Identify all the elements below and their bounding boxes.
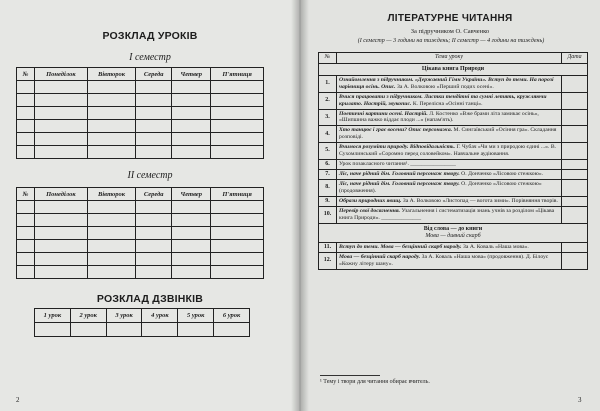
table-row	[17, 227, 264, 240]
lesson-date-cell[interactable]	[562, 169, 588, 179]
table-row	[17, 253, 264, 266]
table-row	[17, 81, 264, 94]
lesson-date-cell[interactable]	[562, 92, 588, 109]
col-number: №	[319, 53, 337, 64]
lesson-topic-bold: Мова — безцінний скарб народу.	[339, 254, 421, 261]
lesson-topic	[337, 253, 562, 270]
bell-lesson-5: 5 урок	[178, 309, 214, 323]
lesson-topic	[337, 76, 562, 93]
lesson-topic-text: Г. Чубач «Чи ми з природою єдині ...». В. Сухомлинський «Соромно перед соловейком». Навчальне аудіювання.	[339, 143, 557, 157]
lesson-topic-text: За А. Волковою «Перший подих осені».	[395, 84, 494, 91]
lesson-topic-text: Узагальнення і систематизація знань учнів за розділом «Цікава книга Природи». ______________	[339, 207, 555, 221]
lesson-topic-bold: Вступ до теми. Мова — безцінний скарб народу.	[339, 243, 462, 250]
table-row	[17, 266, 264, 279]
lesson-topic-bold: Ліс, наче рідний дім. Головний персонаж твору.	[339, 181, 460, 187]
lesson-topic	[337, 126, 562, 143]
bell-lesson-6: 6 урок	[214, 309, 250, 323]
table-row	[17, 120, 264, 133]
lesson-topic-text: За А. Волковою «Листопад — вогота зими». Порівняння творів.	[401, 197, 558, 204]
bell-lesson-4: 4 урок	[142, 309, 178, 323]
lesson-topic-text: За А. Коваль «Наша мова» (продовження). Д. Білоус «Кожну літеру шану».	[339, 254, 549, 267]
bell-header-row	[35, 309, 250, 323]
lesson-number: 2.	[319, 92, 337, 109]
lessons-group-2	[319, 242, 588, 269]
lesson-topic-bold: Образи природних явищ.	[339, 197, 402, 204]
lesson-date-cell[interactable]	[562, 159, 588, 169]
col-thursday: Четвер	[172, 188, 211, 201]
lesson-topic	[337, 109, 562, 126]
table-row	[319, 180, 588, 197]
col-thursday: Четвер	[172, 68, 211, 81]
table-row	[319, 169, 588, 179]
table-row	[319, 196, 588, 206]
table-row	[319, 76, 588, 93]
textbook-subtitle: За підручником О. Савченко	[410, 28, 490, 35]
right-page	[300, 0, 600, 411]
schedule-header-row	[17, 188, 264, 201]
lesson-number: 8.	[319, 180, 337, 197]
lesson-topic	[337, 196, 562, 206]
col-monday: Понеділок	[35, 68, 88, 81]
footnote: ¹ Тему і твори для читання обирає вчитель.	[320, 379, 430, 385]
table-row	[319, 109, 588, 126]
hours-note: (І семестр — 3 години на тиждень; ІІ семестр — 4 години на тиждень)	[357, 38, 545, 44]
lesson-topic-text: К. Перелісна «Осінні танці».	[411, 100, 483, 107]
schedule-table-semester-2	[16, 187, 264, 279]
lesson-number: 11.	[319, 242, 337, 252]
lesson-topic-text: Л. Костенко «Вже брами літа замикає осінь», «Шипшина важко віддає плоди ...» (напам'ять).	[339, 110, 539, 124]
col-number: №	[17, 188, 35, 201]
lesson-topic-bold: Перевір свої досягнення.	[339, 207, 401, 214]
bell-lesson-1: 1 урок	[35, 309, 71, 323]
lesson-topic	[337, 92, 562, 109]
page-number-left: 2	[16, 396, 20, 404]
lessons-group-1	[319, 76, 588, 223]
lesson-number: 6.	[319, 159, 337, 169]
lesson-topic-text: Урок позакласного читання¹. ________________	[339, 160, 456, 167]
bell-lesson-2: 2 урок	[70, 309, 106, 323]
bell-schedule-title: РОЗКЛАД ДЗВІНКІВ	[96, 293, 204, 305]
literary-reading-title: ЛІТЕРАТУРНЕ ЧИТАННЯ	[387, 13, 513, 24]
table-row	[319, 159, 588, 169]
col-friday: П'ятниця	[211, 188, 264, 201]
lesson-number: 1.	[319, 76, 337, 93]
col-wednesday: Середа	[136, 68, 172, 81]
table-row	[35, 323, 250, 337]
lesson-topic-text: О. Донченко «Лісовою стежкою».	[459, 170, 544, 177]
col-monday: Понеділок	[35, 188, 88, 201]
lesson-topic-bold: Хто танцює і грає восени? Опис персонажа.	[339, 127, 453, 134]
lesson-number: 3.	[319, 109, 337, 126]
lesson-date-cell[interactable]	[562, 242, 588, 252]
lesson-topic-text: М. Сингаївський «Осіння гра». Складання розповіді.	[339, 127, 557, 141]
col-date: Дата	[562, 53, 588, 64]
lesson-topic-bold: Ознайомлення з підручником. «Державний Гімн України». Вступ до теми. На порозі чарівниця осінь. Опис.	[339, 77, 554, 91]
table-row	[17, 240, 264, 253]
lesson-date-cell[interactable]	[562, 180, 588, 197]
semester-1-label: І семестр	[129, 52, 171, 63]
lesson-date-cell[interactable]	[562, 253, 588, 270]
section-title	[319, 223, 588, 242]
lessons-header-row	[319, 53, 588, 64]
lesson-topic	[337, 242, 562, 252]
section-row	[319, 64, 588, 76]
table-row	[319, 126, 588, 143]
lesson-date-cell[interactable]	[562, 126, 588, 143]
table-row	[17, 133, 264, 146]
lesson-topic	[337, 159, 562, 169]
table-row	[319, 142, 588, 159]
lesson-number: 12.	[319, 253, 337, 270]
section-row	[319, 223, 588, 242]
bell-schedule-table	[34, 308, 250, 337]
lesson-topic	[337, 206, 562, 223]
lesson-date-cell[interactable]	[562, 196, 588, 206]
lesson-number: 5.	[319, 142, 337, 159]
lesson-topic-bold: Вчимося розуміти природу. Відповідальність.	[339, 143, 456, 150]
table-row	[17, 94, 264, 107]
table-row	[319, 242, 588, 252]
table-row	[319, 92, 588, 109]
lesson-schedule-title: РОЗКЛАД УРОКІВ	[102, 30, 198, 42]
col-topic: Тема уроку	[337, 53, 562, 64]
bell-lesson-3: 3 урок	[106, 309, 142, 323]
table-row	[17, 201, 264, 214]
lesson-date-cell[interactable]	[562, 206, 588, 223]
col-tuesday: Вівторок	[87, 188, 136, 201]
lesson-number: 9.	[319, 196, 337, 206]
page-number-right: 3	[578, 396, 582, 404]
schedule-table-semester-1	[16, 67, 264, 159]
book-spine-shadow	[291, 0, 309, 411]
col-tuesday: Вівторок	[87, 68, 136, 81]
lesson-topic	[337, 180, 562, 197]
lesson-topic-bold: Ліс, наче рідний дім. Головний персонаж твору.	[339, 170, 460, 177]
table-row	[17, 107, 264, 120]
lesson-topic-bold: Поетичні картини осені. Настрій.	[339, 110, 428, 117]
lesson-topic-text: За А. Коваль «Наша мова».	[461, 243, 529, 250]
col-wednesday: Середа	[136, 188, 172, 201]
lesson-topic	[337, 169, 562, 179]
lesson-number: 10.	[319, 206, 337, 223]
footnote-divider	[320, 375, 380, 376]
schedule-header-row	[17, 68, 264, 81]
lesson-number: 7.	[319, 169, 337, 179]
lesson-topic-text: О. Донченко «Лісовою стежкою» (продовження).	[339, 181, 542, 194]
section-2-subtitle: Мова — дивний скарб	[425, 232, 481, 239]
lesson-date-cell[interactable]	[562, 109, 588, 126]
table-row	[319, 206, 588, 223]
lesson-topic	[337, 142, 562, 159]
lesson-topic-bold: Вчися працювати з підручником. Листки тендітні та сумні летять, кружляючи крилато. Настрій, звукопис.	[339, 93, 547, 107]
col-friday: П'ятниця	[211, 68, 264, 81]
lessons-table	[318, 52, 588, 270]
semester-2-label: ІІ семестр	[127, 170, 173, 181]
lesson-date-cell[interactable]	[562, 76, 588, 93]
section-title: Цікава книга Природи	[319, 64, 588, 76]
table-row	[17, 146, 264, 159]
table-row	[17, 214, 264, 227]
table-row	[319, 253, 588, 270]
col-number: №	[17, 68, 35, 81]
lesson-date-cell[interactable]	[562, 142, 588, 159]
section-2-title: Від слова — до книги	[423, 225, 483, 232]
lesson-number: 4.	[319, 126, 337, 143]
